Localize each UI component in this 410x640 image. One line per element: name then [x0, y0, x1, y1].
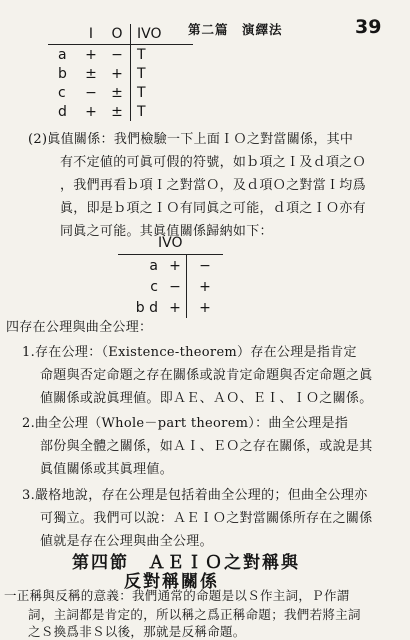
paragraph-truth-relation-line: 有不定値的可眞可假的符號，如ｂ項之Ｉ及ｄ項之Ｏ [60, 155, 366, 170]
table-cell: T [131, 64, 194, 83]
paragraph-positive-negative-line: 詞，主詞都是肯定的，所以稱之爲正稱命題；我們若將主詞 [28, 607, 361, 622]
table-cell: + [111, 65, 123, 82]
page-number: 39 [355, 16, 382, 38]
table-cell: a [118, 255, 164, 277]
table-cell: T [131, 83, 194, 102]
chapter-header: 第二篇 演繹法 [188, 22, 283, 37]
table-cell: T [131, 102, 194, 121]
table-cell: + [187, 297, 224, 318]
truth-table-io [48, 24, 193, 121]
paragraph-truth-relation-line: 眞，即是ｂ項之ＩＯ有同眞之可能，ｄ項之ＩＯ亦有 [60, 201, 366, 216]
list-item-strict-line: 値就是存在公理與曲全公理。 [40, 534, 213, 549]
list-item-whole-part-line: 部份與全體之關係，如ＡＩ、ＥＯ之存在關係，或說是其 [40, 439, 373, 454]
table-row [118, 276, 223, 297]
table-cell: + [164, 255, 187, 277]
table-cell: c [150, 278, 158, 295]
table-cell: + [169, 299, 181, 316]
list-item-whole-part-line: 2.曲全公理（Whole－part theorem）：曲全公理是指 [22, 416, 349, 431]
table-row [48, 102, 193, 121]
table-row [48, 45, 193, 65]
table-cell: a [58, 46, 67, 63]
list-item-existence-line: 命題與否定命題之存在關係或說肯定命題與否定命題之眞 [40, 368, 373, 383]
list-item-existence-line: 値關係或說眞理値。即ＡＥ、ＡＯ、ＥＩ、ＩＯ之關係。 [40, 391, 373, 406]
table-header-cell: IVO [131, 24, 194, 45]
paragraph-truth-relation-line: (2)眞值關係：我們檢驗一下上面ＩＯ之對當關係，其中 [28, 132, 354, 147]
table-cell: − [111, 46, 123, 63]
paragraph-positive-negative-line: 一正稱與反稱的意義：我們通常的命題是以Ｓ作主詞，Ｐ作謂 [4, 588, 350, 603]
section-title-line1: 第四節 ＡＥＩＯ之對稱與 [72, 553, 300, 573]
table-header-cell [48, 24, 78, 45]
table-row [118, 255, 223, 277]
table-cell: T [131, 45, 194, 65]
table-cell: d [58, 103, 67, 120]
table-cell: − [169, 278, 181, 295]
paragraph-truth-relation-line: ，我們再看ｂ項Ｉ之對當Ｏ，及ｄ項Ｏ之對當Ｉ均爲 [60, 178, 366, 193]
table-cell: b [58, 65, 67, 82]
table-cell: c [58, 84, 66, 101]
list-item-existence-line: 1.存在公理：（Existence-theorem）存在公理是指肯定 [22, 345, 357, 360]
table-cell: ± [111, 84, 123, 101]
table-row [48, 83, 193, 102]
table-cell: − [85, 84, 97, 101]
table-cell: + [85, 103, 97, 120]
paragraph-truth-relation-line: 同眞之可能。其眞值關係歸納如下： [60, 224, 273, 239]
table-header-row [118, 232, 223, 255]
table-header-cell: O [104, 24, 131, 45]
table-cell: + [187, 276, 224, 297]
paragraph-positive-negative-line: 之Ｓ換爲非Ｓ以後，那就是反稱命題。 [28, 624, 246, 639]
table-row [48, 64, 193, 83]
table-header-cell: IVO [158, 235, 183, 251]
list-item-strict-line: 3.嚴格地說，存在公理是包括着曲全公理的；但曲全公理亦 [22, 488, 368, 503]
table-header-row [48, 24, 193, 45]
list-item-strict-line: 可獨立。我們可以說：ＡＥＩＯ之對當關係所存在之關係 [40, 511, 373, 526]
table-cell: b d [135, 299, 158, 316]
truth-value-summary-table [118, 232, 223, 318]
table-row [118, 297, 223, 318]
table-cell: − [187, 255, 224, 277]
table-header-cell: I [78, 24, 104, 45]
list-item-whole-part-line: 眞值關係或其眞理値。 [40, 462, 174, 477]
table-cell: ± [111, 103, 123, 120]
table-cell: ± [85, 65, 97, 82]
section-heading-axioms: 四存在公理與曲全公理： [6, 320, 153, 335]
section-title-line2: 反對稱關係 [124, 572, 219, 592]
table-cell: + [85, 46, 97, 63]
